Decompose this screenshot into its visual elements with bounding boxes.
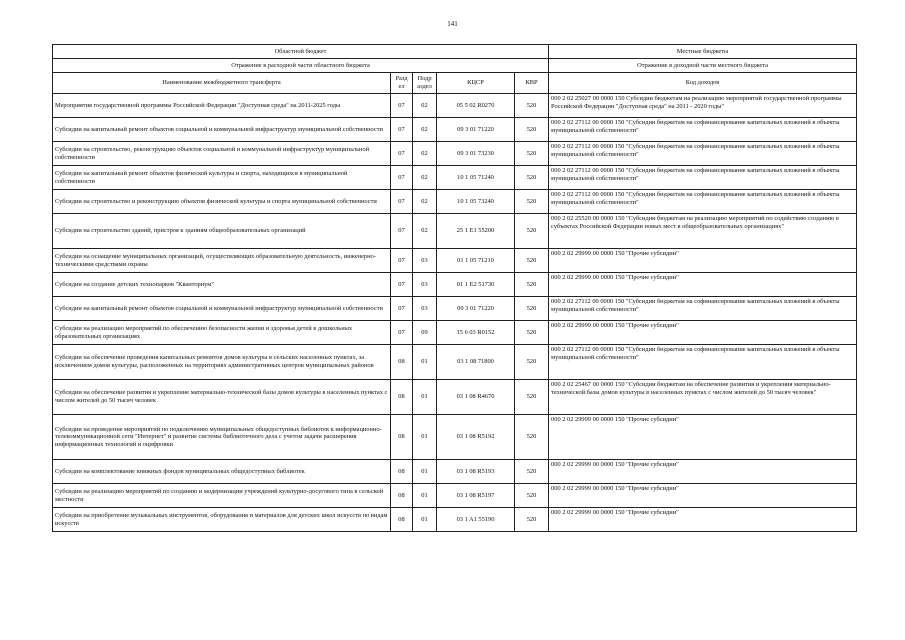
transfer-name-cell: Субсидии на реализацию мероприятий по созданию и модернизации учреждений культурно-досугового типа в сельской местности [53,484,391,508]
transfer-name-cell: Мероприятия государственной программы Российской Федерации "Доступная среда" на 2011-2025 годы [53,94,391,118]
razdel-cell: 07 [391,118,413,142]
kcsr-cell: 09 3 01 73230 [437,142,515,166]
kvr-cell: 520 [515,321,549,345]
income-code-cell: 000 2 02 29999 00 0000 150 "Прочие субсидии" [549,321,857,345]
kcsr-cell: 03 1 08 71800 [437,345,515,380]
kvr-cell: 520 [515,297,549,321]
table-row [53,166,857,190]
page-number: 141 [447,20,458,28]
razdel-cell: 08 [391,508,413,532]
razdel-cell: 07 [391,94,413,118]
kcsr-cell: 01 1 E2 51730 [437,273,515,297]
podrazdel-cell: 03 [413,249,437,273]
kvr-cell: 520 [515,460,549,484]
podrazdel-cell: 01 [413,460,437,484]
razdel-cell: 08 [391,380,413,415]
income-code-cell: 000 2 02 29999 00 0000 150 "Прочие субсидии" [549,508,857,532]
transfer-name-cell: Субсидии на капитальный ремонт объектов социальной и коммунальной инфраструктур муниципальной собственности [53,297,391,321]
table-row [53,484,857,508]
table-row [53,297,857,321]
kcsr-cell: 25 1 E1 55200 [437,214,515,249]
kcsr-cell: 09 3 01 71220 [437,118,515,142]
razdel-cell: 08 [391,415,413,460]
kvr-cell: 520 [515,380,549,415]
kcsr-cell: 03 1 08 R4670 [437,380,515,415]
kvr-cell: 520 [515,142,549,166]
income-code-cell: 000 2 02 27112 00 0000 150 "Субсидии бюджетам на софинансирование капитальных вложений в объекты муниципальной собственности" [549,190,857,214]
transfer-name-cell: Субсидии на оснащение муниципальных организаций, осуществляющих образовательную деятельность, инженерно-техническими средствами охраны [53,249,391,273]
podrazdel-cell: 02 [413,118,437,142]
table-row [53,415,857,460]
income-code-cell: 000 2 02 29999 00 0000 150 "Прочие субсидии" [549,460,857,484]
local-income-header: Отражение в доходной части местного бюджета [549,59,857,73]
income-code-cell: 000 2 02 25520 00 0000 150 "Субсидии бюджетам на реализацию мероприятий по содействию созданию в субъектах Российской Федерации новых мест в общеобразовательных организациях" [549,214,857,249]
table-row [53,142,857,166]
podrazdel-cell: 03 [413,273,437,297]
kcsr-cell: 03 1 08 R5192 [437,415,515,460]
income-code-cell: 000 2 02 29999 00 0000 150 "Прочие субсидии" [549,249,857,273]
razdel-cell: 07 [391,273,413,297]
income-code-cell: 000 2 02 29999 00 0000 150 "Прочие субсидии" [549,273,857,297]
transfer-name-cell: Субсидии на строительство зданий, пристроя к зданиям общеобразовательных организаций [53,214,391,249]
transfer-name-cell: Субсидии на проведение мероприятий по подключению муниципальных общедоступных библиотек к информационно-телекоммуникационной сети "Интернет" и развитие системы библиотечного дела с учетом задачи расширения информационных технологий и оцифровки [53,415,391,460]
podrazdel-cell: 01 [413,345,437,380]
kvr-cell: 520 [515,415,549,460]
transfer-name-cell: Субсидии на капитальный ремонт объектов социальной и коммунальной инфраструктур муниципальной собственности [53,118,391,142]
kcsr-cell: 03 1 08 R5197 [437,484,515,508]
podrazdel-cell: 02 [413,214,437,249]
regional-expense-header: Отражение в расходной части областного бюджета [53,59,549,73]
podrazdel-cell: 01 [413,380,437,415]
kvr-cell: 520 [515,94,549,118]
transfer-name-cell: Субсидии на обеспечение развития и укрепление материально-технической базы домов культуры в населенных пунктах с числом жителей до 50 тысяч человек [53,380,391,415]
table-row [53,345,857,380]
table-row [53,214,857,249]
regional-budget-header: Областной бюджет [53,45,549,59]
table-row [53,321,857,345]
razdel-cell: 07 [391,297,413,321]
table-row [53,249,857,273]
income-code-cell: 000 2 02 27112 00 0000 150 "Субсидии бюджетам на софинансирование капитальных вложений в объекты муниципальной собственности" [549,166,857,190]
transfer-name-cell: Субсидии на строительство и реконструкцию объектов физической культуры и спорта муниципальной собственности [53,190,391,214]
kcsr-cell: 05 5 02 R0270 [437,94,515,118]
podrazdel-cell: 02 [413,94,437,118]
table-row [53,380,857,415]
kvr-cell: 520 [515,214,549,249]
budget-table [52,44,857,532]
income-code-cell: 000 2 02 25027 00 0000 150 Субсидии бюджетам на реализацию мероприятий государственной программы Российской Федерации "Доступная среда" на 2011 - 2020 годы" [549,94,857,118]
kvr-cell: 520 [515,190,549,214]
transfer-name-cell: Субсидии на капитальный ремонт объектов физической культуры и спорта, находящихся в муниципальной собственности [53,166,391,190]
table-row [53,273,857,297]
income-code-cell: 000 2 02 29999 00 0000 150 "Прочие субсидии" [549,415,857,460]
col-kcsr-header: КЦСР [437,73,515,94]
table-row [53,190,857,214]
local-budgets-header: Местные бюджеты [549,45,857,59]
kvr-cell: 520 [515,118,549,142]
kvr-cell: 520 [515,249,549,273]
table-row [53,460,857,484]
transfer-name-cell: Субсидии на обеспечение проведения капитальных ремонтов домов культуры в сельских населенных пунктах, за исключением домов культуры, расположенных на территориях административных центров муниципальных районов [53,345,391,380]
col-income-code-header: Код доходов [549,73,857,94]
razdel-cell: 07 [391,249,413,273]
transfer-name-cell: Субсидии на комплектование книжных фондов муниципальных общедоступных библиотек [53,460,391,484]
income-code-cell: 000 2 02 25467 00 0000 150 "Субсидии бюджетам на обеспечение развития и укрепления материально-технической базы домов культуры в населенных пунктах с числом жителей до 50 тысяч человек" [549,380,857,415]
table-row [53,508,857,532]
col-name-header: Наименование межбюджетного трансферта [53,73,391,94]
kcsr-cell: 03 1 A1 55190 [437,508,515,532]
income-code-cell: 000 2 02 27112 00 0000 150 "Субсидии бюджетам на софинансирование капитальных вложений в объекты муниципальной собственности" [549,297,857,321]
transfer-name-cell: Субсидии на приобретение музыкальных инструментов, оборудования и материалов для детских школ искусств по видам искусств [53,508,391,532]
table-row [53,118,857,142]
income-code-cell: 000 2 02 27112 00 0000 150 "Субсидии бюджетам на софинансирование капитальных вложений в объекты муниципальной собственности" [549,142,857,166]
podrazdel-cell: 02 [413,142,437,166]
kcsr-cell: 15 6 03 R0152 [437,321,515,345]
razdel-cell: 07 [391,190,413,214]
podrazdel-cell: 01 [413,508,437,532]
podrazdel-cell: 01 [413,415,437,460]
col-podrazdel-header: Подр аздел [413,73,437,94]
razdel-cell: 08 [391,460,413,484]
income-code-cell: 000 2 02 29999 00 0000 150 "Прочие субсидии" [549,484,857,508]
col-razdel-header: Разд ел [391,73,413,94]
income-code-cell: 000 2 02 27112 00 0000 150 "Субсидии бюджетам на софинансирование капитальных вложений в объекты муниципальной собственности" [549,118,857,142]
table-body [53,94,857,532]
podrazdel-cell: 01 [413,484,437,508]
transfer-name-cell: Субсидии на строительство, реконструкцию объектов социальной и коммунальной инфраструктур муниципальной собственности [53,142,391,166]
kcsr-cell: 10 1 05 71240 [437,166,515,190]
kcsr-cell: 01 1 05 71210 [437,249,515,273]
kvr-cell: 520 [515,166,549,190]
razdel-cell: 07 [391,166,413,190]
transfer-name-cell: Субсидии на создание детских технопарков "Кванториум" [53,273,391,297]
kcsr-cell: 03 1 08 R5193 [437,460,515,484]
razdel-cell: 07 [391,214,413,249]
razdel-cell: 07 [391,321,413,345]
income-code-cell: 000 2 02 27112 00 0000 150 "Субсидии бюджетам на софинансирование капитальных вложений в объекты муниципальной собственности" [549,345,857,380]
razdel-cell: 07 [391,142,413,166]
table-row [53,94,857,118]
kvr-cell: 520 [515,508,549,532]
podrazdel-cell: 09 [413,321,437,345]
kvr-cell: 520 [515,273,549,297]
kcsr-cell: 09 3 01 71220 [437,297,515,321]
podrazdel-cell: 02 [413,190,437,214]
podrazdel-cell: 03 [413,297,437,321]
razdel-cell: 08 [391,484,413,508]
kvr-cell: 520 [515,345,549,380]
razdel-cell: 08 [391,345,413,380]
col-kvr-header: КВР [515,73,549,94]
transfer-name-cell: Субсидии на реализацию мероприятий по обеспечению безопасности жизни и здоровья детей в дошкольных образовательных организациях [53,321,391,345]
column-header-row [53,73,857,94]
podrazdel-cell: 02 [413,166,437,190]
kvr-cell: 520 [515,484,549,508]
kcsr-cell: 10 1 05 73240 [437,190,515,214]
